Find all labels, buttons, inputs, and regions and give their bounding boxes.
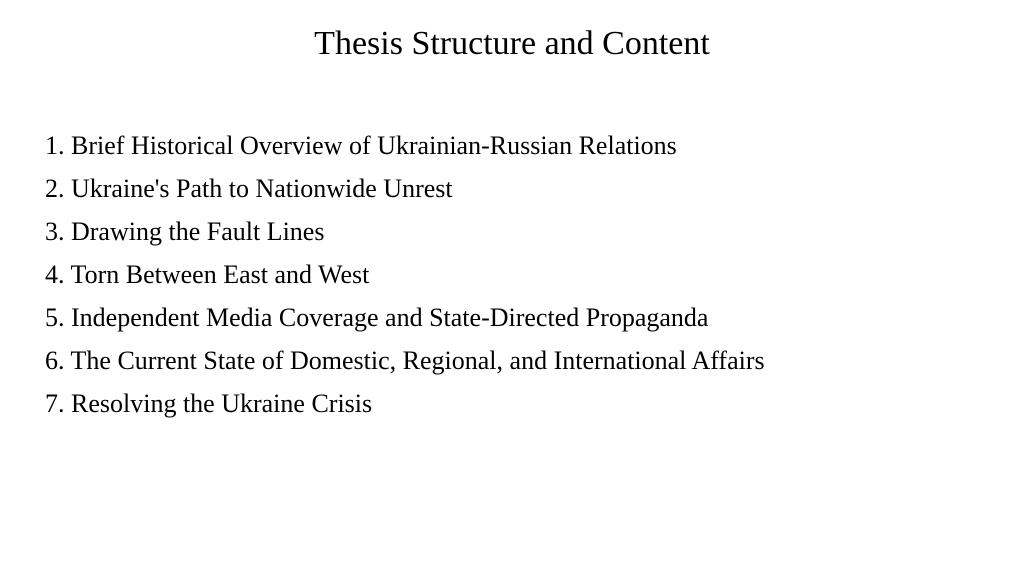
list-item: 6. The Current State of Domestic, Regional, and International Affairs [45, 346, 765, 375]
list-item: 1. Brief Historical Overview of Ukrainian-Russian Relations [45, 131, 677, 160]
list-item: 5. Independent Media Coverage and State-Directed Propaganda [45, 303, 709, 332]
list-item: 7. Resolving the Ukraine Crisis [45, 389, 373, 418]
list-item: 4. Torn Between East and West [45, 260, 370, 289]
slide-title: Thesis Structure and Content [314, 25, 710, 62]
list-item: 2. Ukraine's Path to Nationwide Unrest [45, 174, 453, 203]
content-list [45, 124, 995, 425]
list-item: 3. Drawing the Fault Lines [45, 217, 325, 246]
